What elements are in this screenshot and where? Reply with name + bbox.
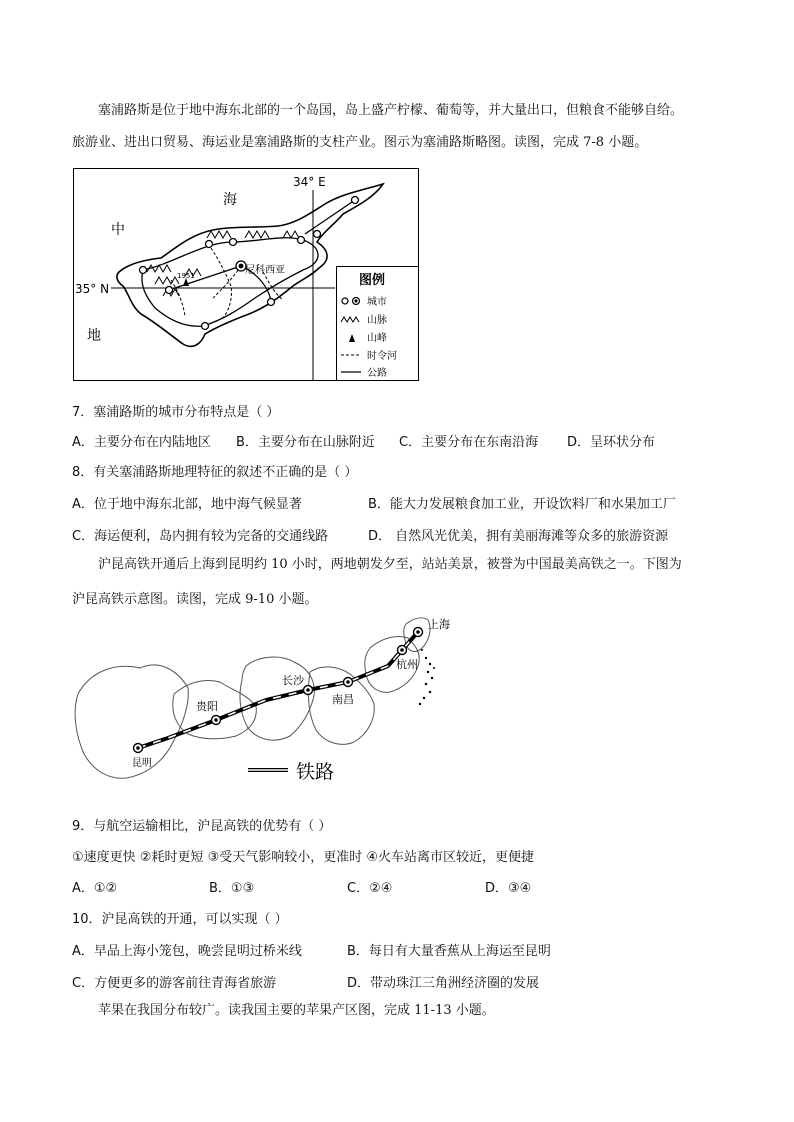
city-label-shanghai: 上海 (428, 618, 450, 631)
capital-label: 尼科西亚 (245, 265, 285, 276)
question-8-option-c: C．海运便利，岛内拥有较为完备的交通线路 (72, 529, 329, 544)
legend-item-road: 公路 (367, 368, 387, 379)
question-7-option-a: A．主要分布在内陆地区 (72, 435, 211, 450)
question-9-option-b: B．①③ (209, 881, 255, 896)
question-10-stem: 10．沪昆高铁的开通，可以实现（ ） (72, 912, 288, 927)
intro-paragraph-3-line-1: 苹果在我国分布较广。读我国主要的苹果产区图，完成 11-13 小题。 (98, 1003, 495, 1018)
question-9-stem: 9．与航空运输相比，沪昆高铁的优势有（ ） (72, 819, 332, 834)
sea-char-hai: 海 (223, 192, 237, 208)
question-7-stem: 7．塞浦路斯的城市分布特点是（ ） (72, 405, 280, 420)
peak-label: 1951 (177, 272, 195, 280)
city-label-changsha: 长沙 (282, 674, 304, 687)
city-label-kunming: 昆明 (132, 758, 152, 769)
latitude-label: 35° N (75, 282, 110, 296)
question-10-option-a: A．早品上海小笼包，晚尝昆明过桥米线 (72, 944, 302, 959)
legend-item-mountain: 山脉 (367, 315, 387, 326)
question-9-option-a: A．①② (72, 881, 118, 896)
legend-item-city: 城市 (367, 297, 387, 308)
city-legend-icon (342, 298, 348, 304)
legend-item-peak: 山峰 (367, 333, 387, 344)
question-10-option-d: D．带动珠江三角洲经济圈的发展 (347, 976, 540, 991)
question-8-option-a: A．位于地中海东北部，地中海气候显著 (72, 497, 302, 512)
city-label-hangzhou: 杭州 (396, 658, 418, 671)
question-9-option-c: C．②④ (347, 881, 393, 896)
question-7-option-d: D．呈环状分布 (567, 435, 656, 450)
question-8-option-d: D． 自然风光优美，拥有美丽海滩等众多的旅游资源 (368, 529, 669, 544)
legend-item-seasonal-river: 时令河 (367, 351, 397, 362)
question-9-statements: ①速度更快 ②耗时更短 ③受天气影响较小，更准时 ④火车站离市区较近，更便捷 (72, 850, 535, 865)
question-8-stem: 8．有关塞浦路斯地理特征的叙述不正确的是（ ） (72, 465, 358, 480)
question-8-option-b: B．能大力发展粮食加工业，开设饮料厂和水果加工厂 (368, 497, 676, 512)
intro-paragraph-1-line-2: 旅游业、进出口贸易、海运业是塞浦路斯的支柱产业。图示为塞浦路斯略图。读图，完成 7-8 小题。 (72, 135, 648, 150)
city-label-nanchang: 南昌 (332, 693, 354, 706)
railway-map (70, 608, 450, 792)
question-9-option-d: D．③④ (485, 881, 532, 896)
question-10-option-c: C．方便更多的游客前往青海省旅游 (72, 976, 277, 991)
legend-title: 图例 (359, 273, 386, 288)
question-7-option-c: C．主要分布在东南沿海 (399, 435, 539, 450)
railway-legend-label: 铁路 (296, 761, 335, 783)
intro-paragraph-2-line-1: 沪昆高铁开通后上海到昆明约 10 小时，两地朝发夕至，站站美景，被誉为中国最美高铁之一。下图为 (98, 557, 682, 572)
intro-paragraph-1-line-1: 塞浦路斯是位于地中海东北部的一个岛国，岛上盛产柠檬、葡萄等，并大量出口，但粮食不能够自给。 (98, 103, 684, 118)
city-label-guiyang: 贵阳 (196, 700, 218, 713)
sea-char-zhong: 中 (111, 222, 125, 238)
intro-paragraph-2-line-2: 沪昆高铁示意图。读图，完成 9-10 小题。 (72, 592, 318, 607)
cyprus-map (73, 168, 419, 381)
longitude-label: 34° E (293, 175, 326, 189)
sea-char-di: 地 (87, 328, 101, 344)
question-7-option-b: B．主要分布在山脉附近 (236, 435, 375, 450)
question-10-option-b: B．每日有大量香蕉从上海运至昆明 (347, 944, 551, 959)
